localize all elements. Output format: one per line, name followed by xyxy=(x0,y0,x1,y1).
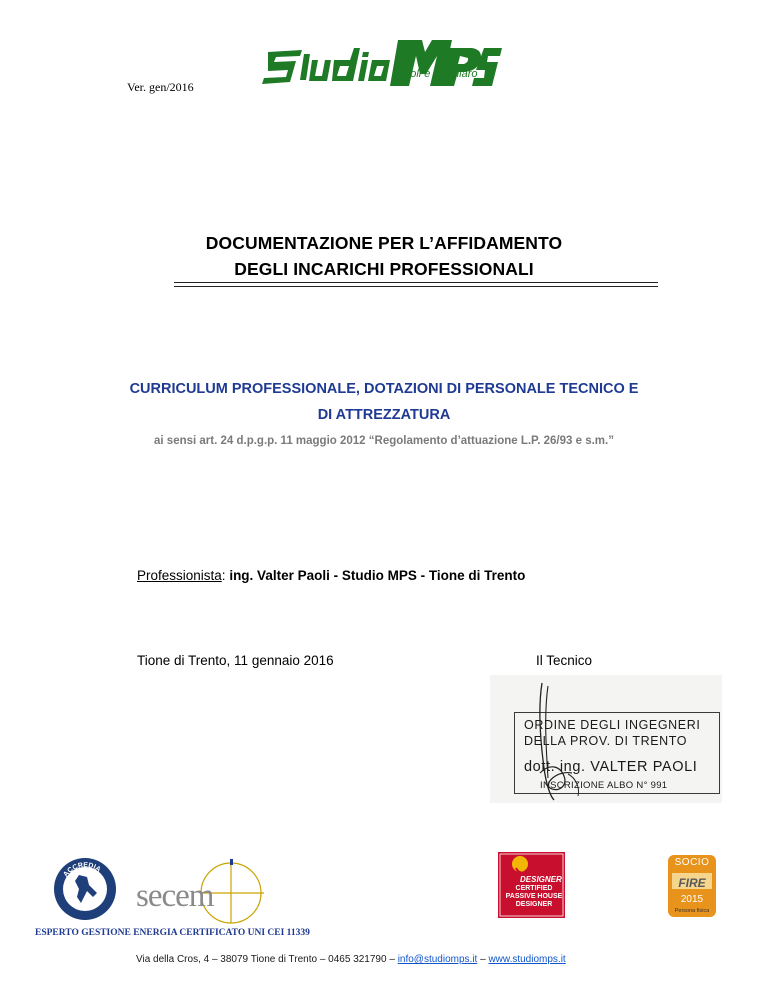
regulation-reference: ai sensi art. 24 d.p.g.p. 11 maggio 2012 “Regolamento d’attuazione L.P. 26/93 e s.m.” xyxy=(154,435,614,447)
studio-mps-logo xyxy=(262,38,502,90)
professional-value: ing. Valter Paoli - Studio MPS - Tione di Trento xyxy=(229,568,526,583)
footer-separator: – xyxy=(477,954,489,965)
footer-contact xyxy=(136,954,566,965)
title-line-1: DOCUMENTAZIONE PER L’AFFIDAMENTO xyxy=(205,233,563,253)
designer-badge-text: CERTIFIED PASSIVE HOUSE DESIGNER xyxy=(505,885,563,908)
certification-line: ESPERTO GESTIONE ENERGIA CERTIFICATO UNI CEI 11339 xyxy=(35,928,310,938)
title-line-2: DEGLI INCARICHI PROFESSIONALI xyxy=(234,259,534,279)
footer-email-link[interactable]: info@studiomps.it xyxy=(397,954,478,965)
title-double-rule-bottom xyxy=(174,286,658,287)
stamp-line-4: INSCRIZIONE ALBO N° 991 xyxy=(540,780,668,791)
title-double-rule-top xyxy=(174,282,658,283)
secem-text: secem xyxy=(136,878,214,914)
document-title xyxy=(0,230,768,282)
stamp-line-2: DELLA PROV. DI TRENTO xyxy=(524,734,688,748)
stamp-line-3: dott. ing. VALTER PAOLI xyxy=(524,759,698,775)
subtitle-line-1: CURRICULUM PROFESSIONALE, DOTAZIONI DI PERSONALE TECNICO E xyxy=(129,381,639,397)
professional-label: Professionista xyxy=(137,568,222,583)
fire-name-text: FIRE xyxy=(678,876,706,890)
logo-tagline: paoli e cavallaro xyxy=(398,68,478,80)
fire-sub-text: Persona fisica xyxy=(674,908,710,914)
footer-website-link[interactable]: www.studiomps.it xyxy=(488,954,566,965)
place-date: Tione di Trento, 11 gennaio 2016 xyxy=(137,653,334,668)
professional-line xyxy=(137,568,525,583)
signer-role: Il Tecnico xyxy=(536,653,593,668)
document-subtitle xyxy=(0,376,768,428)
accredia-logo xyxy=(53,857,117,921)
designer-heading: DESIGNER xyxy=(520,875,562,884)
footer-address: Via della Cros, 4 – 38079 Tione di Trento – 0465 321790 – xyxy=(136,954,398,965)
accredia-text: ACCREDIA xyxy=(62,861,102,879)
handwritten-signature xyxy=(520,678,640,803)
subtitle-line-2: DI ATTREZZATURA xyxy=(317,407,451,423)
stamp-line-1: ORDINE DEGLI INGEGNERI xyxy=(524,718,701,732)
fire-socio-text: SOCIO xyxy=(674,857,710,868)
professional-colon: : xyxy=(221,568,230,583)
version-label: Ver. gen/2016 xyxy=(127,80,194,94)
fire-year-text: 2015 xyxy=(680,894,704,905)
